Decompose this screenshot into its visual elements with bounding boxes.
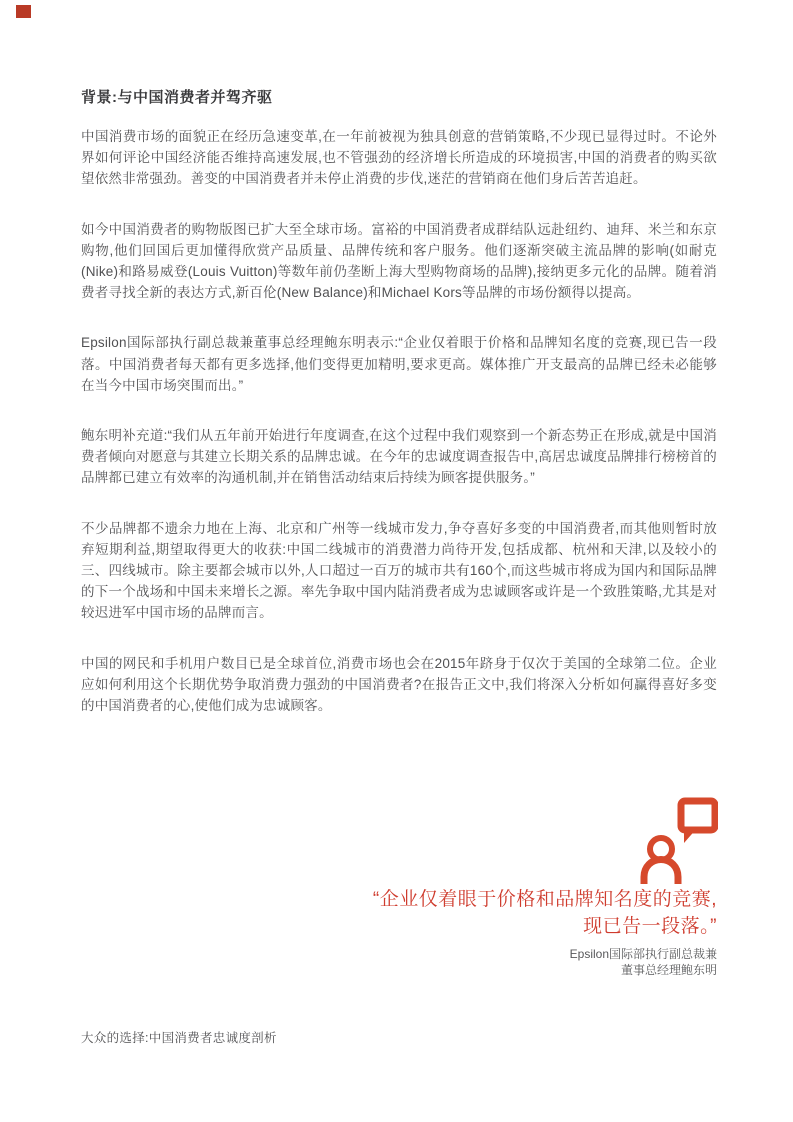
pull-quote-line: 现已告一段落。” <box>583 916 717 937</box>
body-text <box>81 126 717 745</box>
quote-attribution <box>417 946 717 978</box>
brand-mark-square <box>16 5 31 18</box>
paragraph: Epsilon国际部执行副总裁兼董事总经理鲍东明表示:“企业仅着眼于价格和品牌知名度的竞赛,现已告一段落。中国消费者每天都有更多选择,他们变得更加精明,要求更高。媒体推广开支最高的品牌已经未必能够在当今中国市场突围而出。” <box>81 335 717 393</box>
attribution-line: 董事总经理鲍东明 <box>620 963 717 977</box>
attribution-line: Epsilon国际部执行副总裁兼 <box>569 947 717 961</box>
pull-quote-line: “企业仅着眼于价格和品牌知名度的竞赛, <box>372 889 717 910</box>
paragraph: 鲍东明补充道:“我们从五年前开始进行年度调查,在这个过程中我们观察到一个新态势正在形成,就是中国消费者倾向对愿意与其建立长期关系的品牌忠诚。在今年的忠诚度调查报告中,高居忠诚度品牌排行榜榜首的品牌都已建立有效率的沟通机制,并在销售活动结束后持续为顾客提供服务。” <box>81 428 717 486</box>
paragraph: 中国消费市场的面貌正在经历急速变革,在一年前被视为独具创意的营销策略,不少现已显得过时。不论外界如何评论中国经济能否维持高速发展,也不管强劲的经济增长所造成的环境损害,中国的消费者的购买欲望依然非常强劲。善变的中国消费者并未停止消费的步伐,迷茫的营销商在他们身后苦苦追赶。 <box>81 129 717 187</box>
page-title: 背景:与中国消费者并驾齐驱 <box>81 89 273 107</box>
report-footer-title: 大众的选择:中国消费者忠诚度剖析 <box>81 1031 277 1045</box>
pull-quote <box>297 886 717 940</box>
paragraph: 中国的网民和手机用户数目已是全球首位,消费市场也会在2015年跻身于仅次于美国的全球第二位。企业应如何利用这个长期优势争取消费力强劲的中国消费者?在报告正文中,我们将深入分析如何赢得喜好多变的中国消费者的心,使他们成为忠诚顾客。 <box>81 655 717 714</box>
paragraph: 如今中国消费者的购物版图已扩大至全球市场。富裕的中国消费者成群结队远赴纽约、迪拜、米兰和东京购物,他们回国后更加懂得欣赏产品质量、品牌传统和客户服务。他们逐渐突破主流品牌的影响(如耐克(Nike)和路易威登(Louis Vuitton)等数年前仍垄断上海大型购物商场的品牌),接纳更多元化的品牌。随着消费者寻找全新的表达方式,新百伦(New Balance)和Michael Kors等品牌的市场份额得以提高。 <box>81 221 717 301</box>
paragraph: 不少品牌都不遗余力地在上海、北京和广州等一线城市发力,争夺喜好多变的中国消费者,而其他则暂时放弃短期利益,期望取得更大的收获:中国二线城市的消费潜力尚待开发,包括成都、杭州和天津,以及较小的三、四线城市。除主要都会城市以外,人口超过一百万的城市共有160个,而这些城市将成为国内和国际品牌的下一个战场和中国未来增长之源。率先争取中国内陆消费者成为忠诚顾客或许是一个致胜策略,尤其是对较迟进军中国市场的品牌而言。 <box>81 520 717 621</box>
person-speech-bubble-icon <box>640 797 718 885</box>
